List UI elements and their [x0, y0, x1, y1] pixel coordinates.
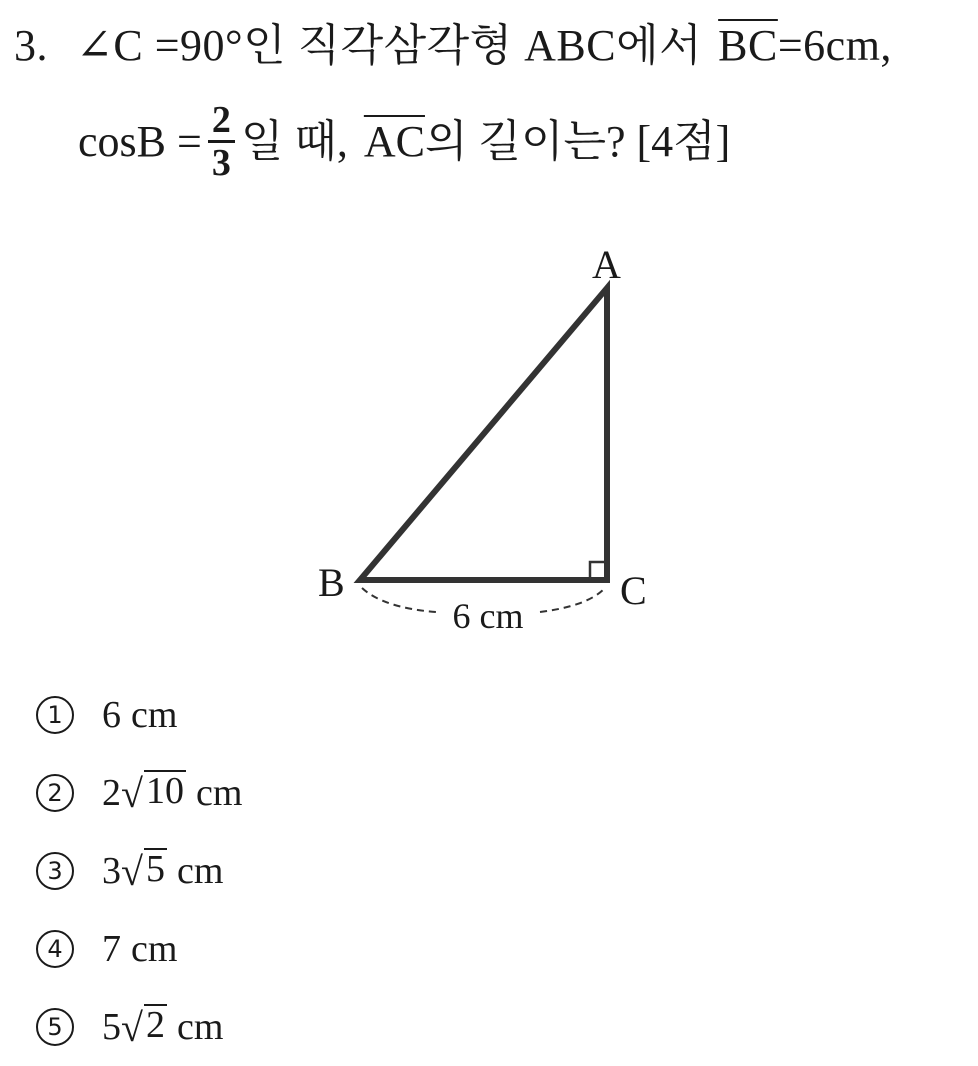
- choice-3[interactable]: [36, 832, 242, 910]
- vertex-label-a: A: [592, 242, 621, 287]
- radicand: 10: [145, 769, 184, 812]
- question-text-1b: =6cm,: [777, 21, 892, 70]
- choice-marker: 5: [36, 1008, 74, 1046]
- radicand: 2: [145, 1003, 165, 1046]
- choice-5[interactable]: [36, 988, 242, 1066]
- choice-marker: 1: [36, 696, 74, 734]
- answer-choices: [36, 676, 242, 1066]
- segment-bc: $\overline{BC}$: [718, 21, 778, 70]
- choice-coefficient: 5: [102, 1006, 121, 1048]
- choice-marker: 4: [36, 930, 74, 968]
- choice-unit: cm: [176, 1006, 224, 1048]
- segment-ac: $\overline{AC}$: [363, 116, 425, 166]
- choice-marker: 3: [36, 852, 74, 890]
- triangle-abc: [360, 288, 607, 580]
- choice-marker: 2: [36, 774, 74, 812]
- question-text-1a: ∠C =90°인 직각삼각형 ABC에서: [76, 21, 703, 70]
- base-dimension-arc-left: [362, 588, 436, 612]
- question-text-2b: 의 길이는? [4점]: [424, 116, 731, 166]
- vertex-label-b: B: [318, 560, 345, 605]
- choice-unit: cm: [131, 928, 178, 970]
- fraction-denominator: 3: [211, 142, 231, 184]
- question-number: 3.: [14, 21, 48, 70]
- question-text-2a: 일 때,: [240, 116, 348, 166]
- choice-coefficient: 6: [102, 694, 121, 736]
- base-length-label: 6 cm: [452, 596, 524, 636]
- square-root: √ 10: [121, 769, 184, 816]
- base-dimension-arc-right: [540, 588, 605, 612]
- choice-unit: cm: [131, 694, 178, 736]
- choice-1[interactable]: [36, 676, 242, 754]
- choice-unit: cm: [176, 850, 224, 892]
- radicand: 5: [145, 847, 165, 890]
- square-root: √ 5: [121, 847, 165, 894]
- cos-label: cosB =: [78, 116, 202, 166]
- choice-coefficient: 2: [102, 772, 121, 814]
- choice-coefficient: 3: [102, 850, 121, 892]
- choice-2[interactable]: [36, 754, 242, 832]
- choice-unit: cm: [195, 772, 243, 814]
- vertex-label-c: C: [620, 568, 647, 613]
- fraction-numerator: 2: [208, 100, 235, 143]
- choice-4[interactable]: [36, 910, 242, 988]
- square-root: √ 2: [121, 1003, 165, 1050]
- choice-coefficient: 7: [102, 928, 121, 970]
